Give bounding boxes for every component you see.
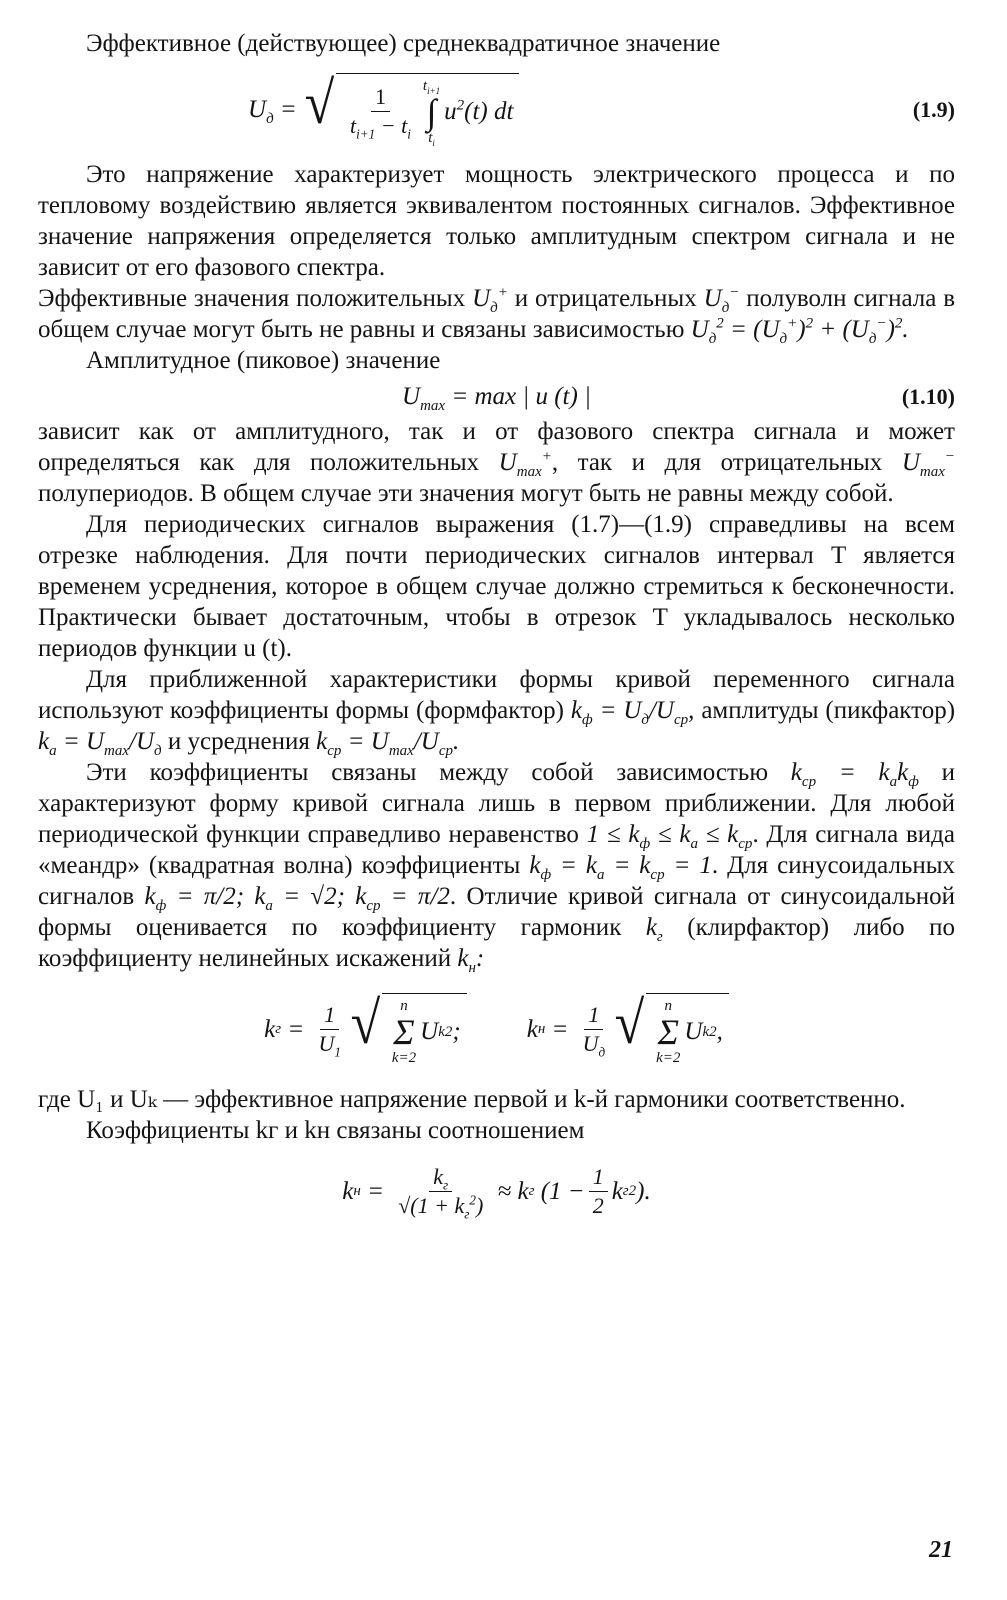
equation-harmonics — [38, 974, 955, 1084]
paragraph-6: Эти коэффициенты связаны между собой зависимостью $k_{ср} = k_аk_ф$ и характеризуют форму кривой сигнала лишь в первом приближении. Для любой периодической функции справедливо неравенство $1 \le k_ф \le k_а \le k_{ср}$. Для сигнала вида «меандр» (квадратная волна) коэффициенты $k_ф = k_а = k_{ср} = 1$. Для синусоидальных сигналов $k_ф = \pi/2$; $k_а = √2$; $k_{ср} = \pi/2$. Отличие кривой сигнала от синусоидальной формы оценивается по коэффициенту гармоник $k_г$ (клирфактор) либо по коэффициенту нелинейных искажений $k_н$: — [38, 759, 956, 976]
eq-kg: k г = $\frac{1}{U_1}$ √ n Σ k=2 U k 2 ; — [264, 993, 467, 1066]
sine-expr: $k_ф = \pi/2$; $k_а = √2$; $k_{ср} = \pi/2$ — [144, 883, 450, 914]
paragraph-8: Коэффициенты kг и kн связаны соотношением — [86, 1117, 585, 1144]
eq19-sqrt — [303, 69, 519, 148]
meander-expr: $k_ф = k_а = k_{ср} = 1$ — [529, 852, 712, 883]
paragraph-1b: Эффективные значения положительных $U_д^+$ и отрицательных $U_д^-$ полуволн сигнала в общем случае могут быть не равны и связаны зависимостью $U_д^2 = (U_д^+)^2 + (U_д^-)^2$. — [38, 284, 956, 347]
equation-kn-kg: k н = $\frac{k_г}{√(1 + k_г^2)}$ ≈ k г (1 − $\frac{1}{2}$ k г 2 ). — [342, 1163, 651, 1221]
umax-minus-expr: $U_{max}^-$ — [901, 448, 955, 480]
paragraph-3: зависит как от амплитудного, так и от фазового спектра сигнала и может определяться как для положительных $U_{max}^+$, так и для отрицательных $U_{max}^-$ полупериодов. В общем случае эти значения могут быть не равны между собой. — [38, 418, 955, 507]
paragraph-2: Амплитудное (пиковое) значение — [86, 347, 441, 374]
kf-expr: $k_ф = U_д/U_{ср}$, — [570, 697, 695, 728]
paragraph-4: Для периодических сигналов выражения (1.7)—(1.9) справедливы на всем отрезке наблюдения. Для почти периодических сигналов интервал T является временем усреднения, которое в общем случае должно стремиться к бесконечности. Практически бывает достаточным, чтобы в отрезок T укладывалось несколько периодов функции u (t). — [38, 511, 955, 662]
paragraph-5: Для приближенной характеристики формы кривой переменного сигнала используют коэффициенты формы (формфактор) $k_ф = U_д/U_{ср}$, амплитуды (пикфактор) $k_а = U_{max}/U_д$ и усреднения $k_{ср} = U_{max}/U_{ср}$. — [38, 666, 956, 759]
ineq-expr: $1 \le k_ф \le k_а \le k_{ср}$ — [586, 821, 753, 852]
equation-1-9 — [38, 59, 955, 159]
paragraph-7: где U₁ и Uₖ — эффективное напряжение первой и k-й гармоники соответственно. — [38, 1086, 906, 1113]
sqrt-sign: √ — [304, 69, 335, 136]
kcp-expr: $k_{ср} = U_{max}/U_{ср}$. — [316, 728, 460, 759]
eq110-body: $U_{max} = \max$ | u (t) | — [402, 382, 591, 414]
eq19-number: (1.9) — [912, 96, 955, 122]
ka-expr: $k_а = U_{max}/U_д$ — [38, 728, 162, 759]
eq19-radicand: $\frac{1}{t_{i+1} - t_i}$ $t_{i+1}$ ∫ $t_i$ $u^2(t)$ dt — [336, 73, 519, 146]
umax-plus-expr: $U_{max}^+$ — [498, 448, 552, 480]
dep-expr: $U_д^2 = (U_д^+)^2 + (U_д^-)^2$. — [690, 315, 909, 347]
intro-text: Эффективное (действующее) среднеквадратичное значение — [86, 30, 721, 57]
eq19-lhs: $U_д$ = — [248, 95, 304, 127]
page-number: 21 — [929, 1537, 953, 1563]
ud-minus-expr: $U_д^-$ — [703, 284, 740, 316]
paragraph-1: Это напряжение характеризует мощность электрического процесса и по тепловому воздействию является эквивалентом постоянных сигналов. Эффективное значение напряжения определяется только амплитудным спектром сигнала и не зависит от его фазового спектра. — [38, 161, 955, 281]
ud-plus-expr: $U_д^+$ — [472, 284, 508, 316]
kg-expr: $k_г$ — [645, 914, 663, 945]
kcp-rel-expr: $k_{ср} = k_аk_ф$ — [790, 759, 919, 790]
kn-expr: $k_н$: — [457, 945, 485, 976]
eq110-number: (1.10) — [901, 383, 955, 409]
equation-1-10 — [38, 376, 955, 416]
eq-kn: k н = $\frac{1}{U_д}$ √ n Σ k=2 U k 2 , — [527, 993, 729, 1066]
